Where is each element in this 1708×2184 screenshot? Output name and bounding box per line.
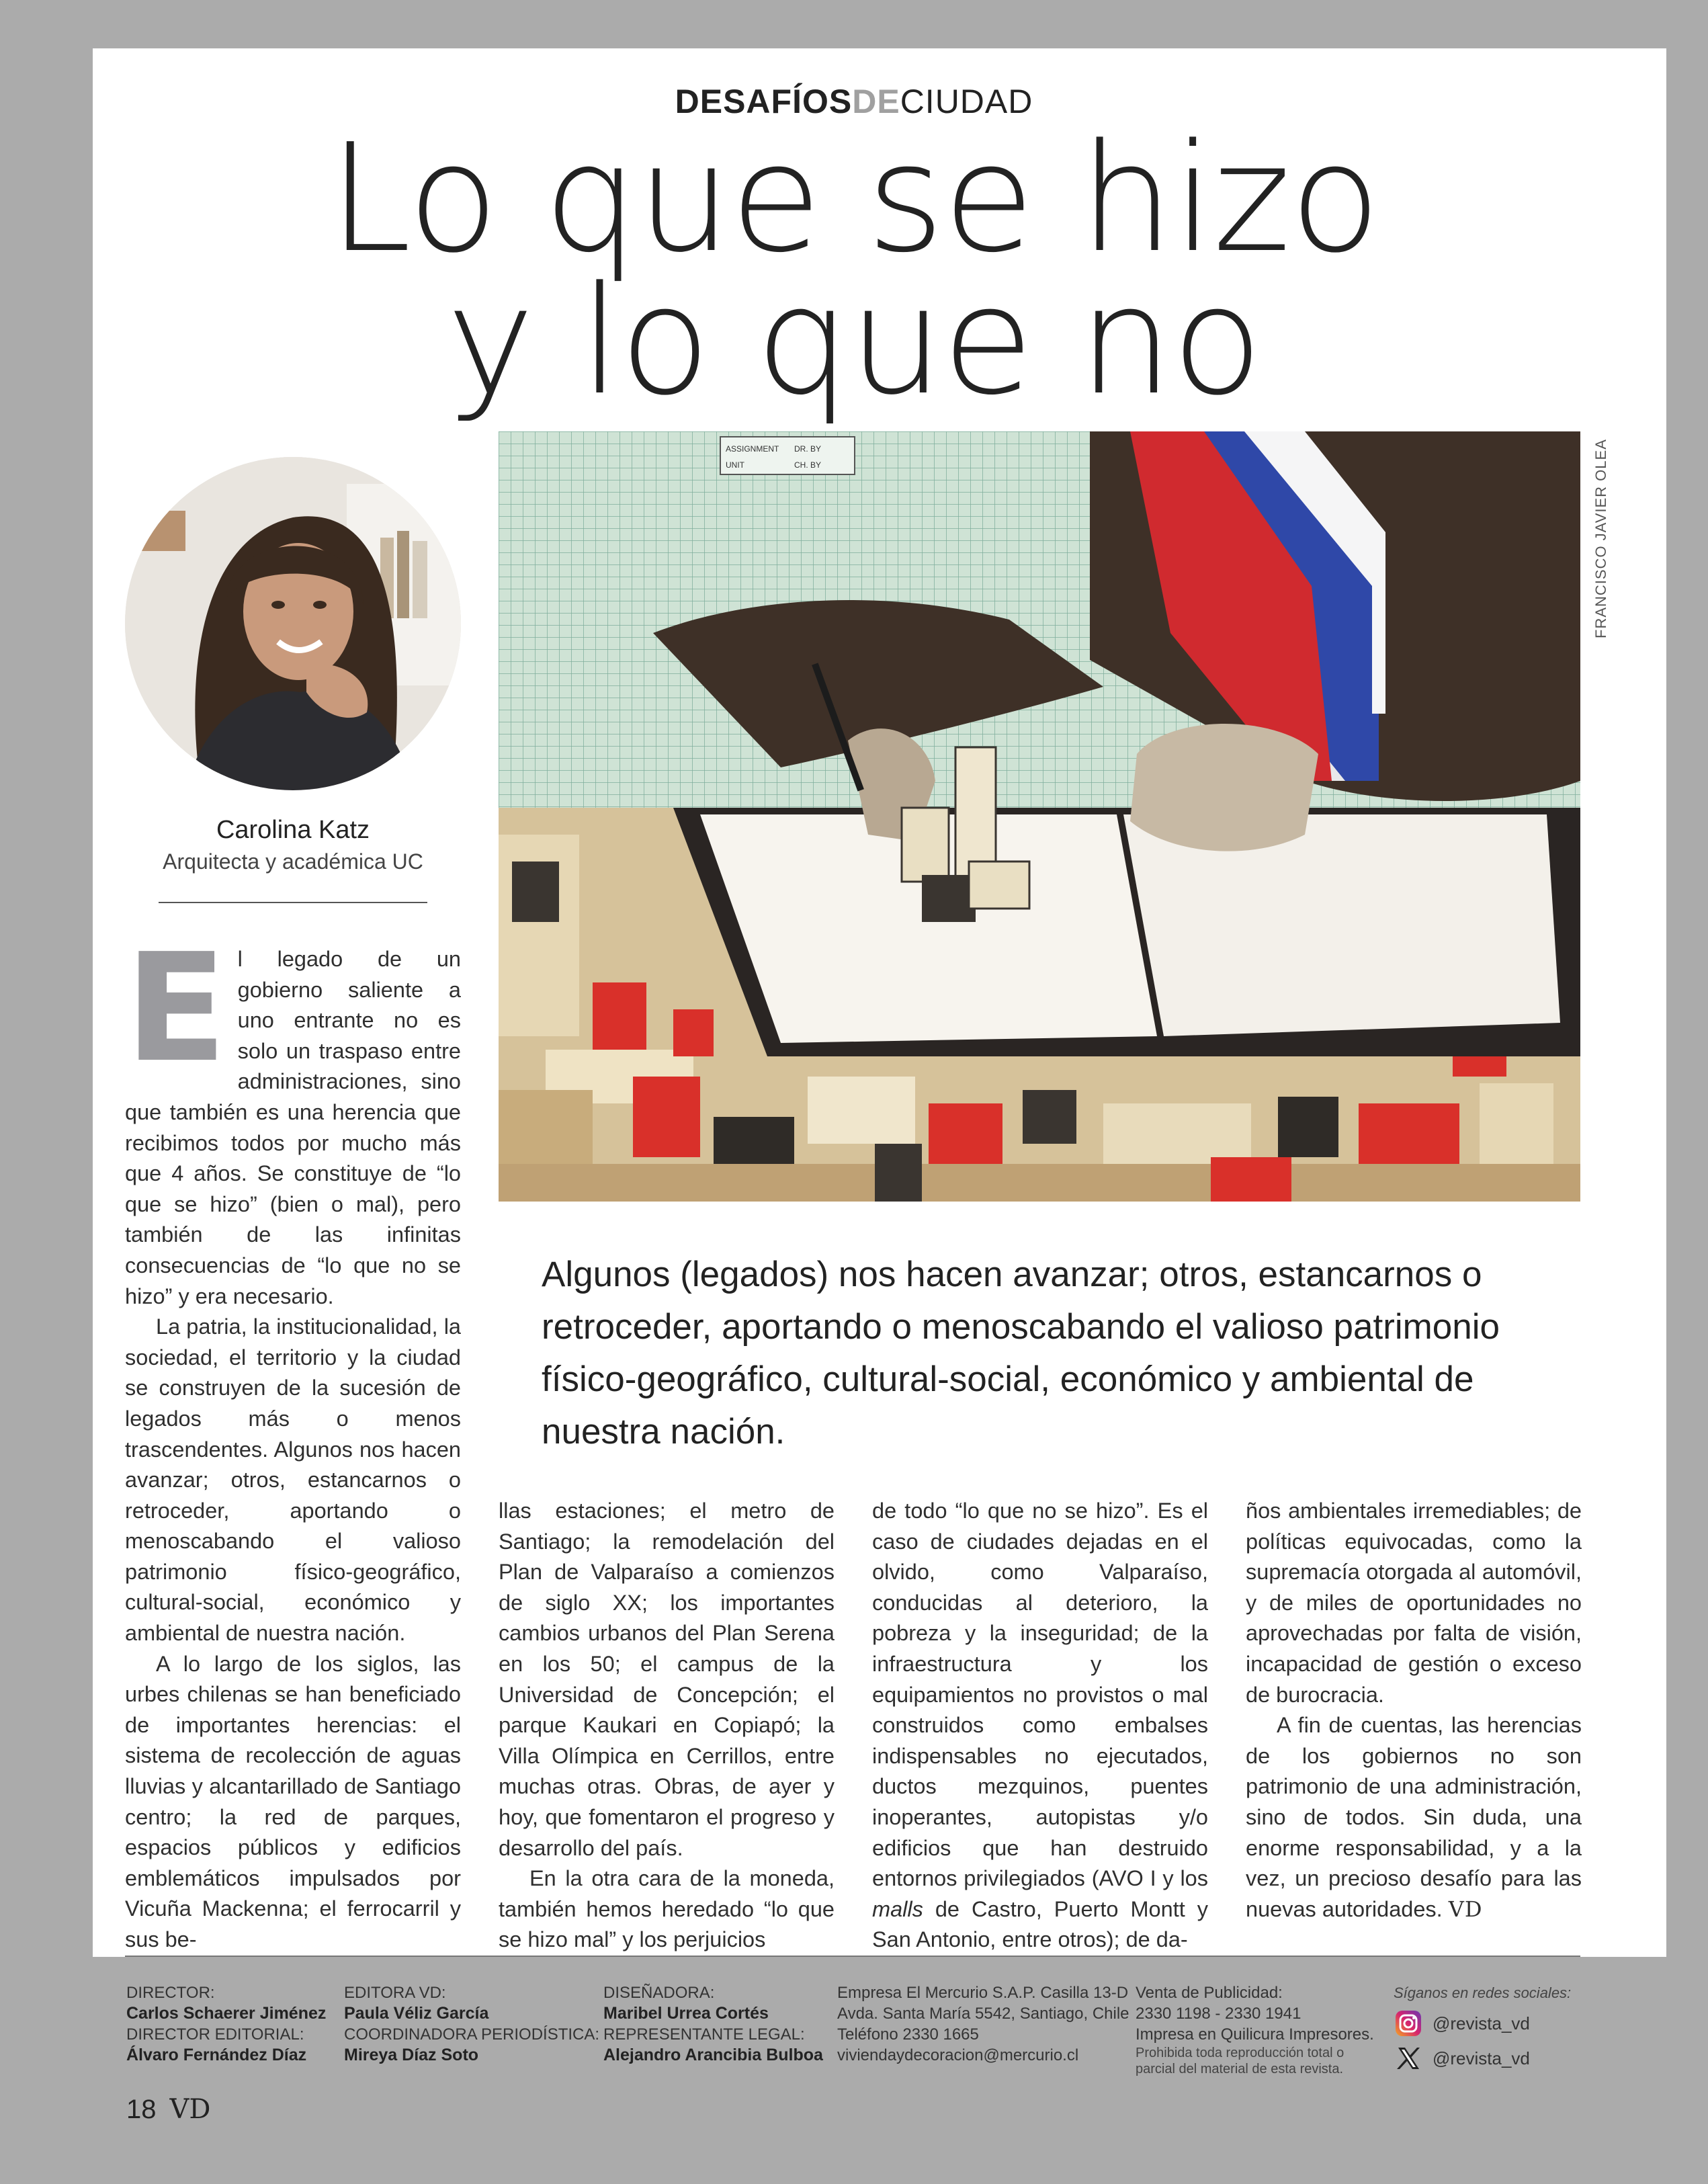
collage-illustration — [499, 431, 1580, 1202]
author-divider — [159, 902, 427, 903]
staff-label: DISEÑADORA: — [603, 1984, 715, 2002]
copyright-line: Prohibida toda reproducción total o — [1136, 2046, 1344, 2060]
author-photo-illustration — [125, 457, 461, 790]
article-illustration — [499, 431, 1580, 1202]
section-tag-part2: DE — [852, 83, 900, 120]
company-email: viviendaydecoracion@mercurio.cl — [837, 2046, 1079, 2064]
article-paragraph-1: l legado de un gobierno saliente a uno entrante no es solo un traspaso entre administraciones, sino que también es una herencia que recibimos todos por mucho más que 4 años. Se constituye de “lo que se hizo” (bien o mal), pero también de las infinitas consecuencias de “lo que no se hizo” y era necesario. — [125, 947, 461, 1308]
article-text-span: de Castro, Puerto Montt y San Antonio, entre otros); de da- — [872, 1896, 1208, 1952]
social-title: Síganos en redes sociales: — [1394, 1984, 1572, 2001]
staff-block-1 — [126, 1982, 326, 2066]
copyright-line: parcial del material de esta revista. — [1136, 2062, 1344, 2076]
social-x[interactable] — [1394, 2044, 1571, 2073]
article-column-4 — [1246, 1496, 1582, 1925]
print-line: Impresa en Quilicura Impresores. — [1136, 2025, 1374, 2044]
page-number: 18 — [126, 2095, 157, 2124]
magazine-mark: VD — [169, 2094, 211, 2125]
x-handle: @revista_vd — [1433, 2048, 1530, 2068]
form-text-chby: CH. BY — [794, 460, 822, 470]
footer-divider — [125, 1956, 1580, 1957]
company-line: Teléfono 2330 1665 — [837, 2025, 979, 2044]
article-text-span: A fin de cuentas, las herencias de los gobiernos no son patrimonio de una administración, sino de todos. Sin duda, una enorme responsabilidad, y a la vez, un precioso desafío para las nuevas autoridades. — [1246, 1713, 1582, 1921]
staff-name: Mireya Díaz Soto — [344, 2046, 479, 2064]
article-paragraph-4-cont — [872, 1496, 1208, 1956]
social-instagram[interactable] — [1394, 2009, 1571, 2038]
ads-phone: 2330 1198 - 2330 1941 — [1136, 2005, 1301, 2023]
ads-line: Venta de Publicidad: — [1136, 1984, 1283, 2002]
page-folio — [126, 2094, 210, 2125]
article-paragraph-3-cont: llas estaciones; el metro de Santiago; la remodelación del Plan de Valparaíso a comienzos de siglo XX; los importantes cambios urbanos del Plan Serena en los 50; el campus de la Universidad de Concepción; el parque Kaukari en Copiapó; la Villa Olímpica en Cerrillos, entre muchas otras. Obras, de ayer y hoy, que fomentaron el progreso y desarrollo del país. — [499, 1499, 835, 1860]
instagram-icon — [1394, 2009, 1423, 2038]
section-tag-part3: CIUDAD — [900, 83, 1033, 120]
staff-block-company — [837, 1982, 1129, 2066]
article-column-2 — [499, 1496, 835, 1956]
staff-label: COORDINADORA PERIODÍSTICA: — [344, 2025, 600, 2044]
staff-name: Carlos Schaerer Jiménez — [126, 2004, 327, 2023]
author-name: Carolina Katz — [216, 816, 370, 844]
staff-label: DIRECTOR EDITORIAL: — [126, 2025, 304, 2044]
article-column-1 — [125, 922, 461, 1956]
dropcap: E — [125, 922, 227, 1095]
article-column-3 — [872, 1496, 1208, 1956]
headline — [0, 112, 1708, 428]
social-block — [1394, 1982, 1571, 2073]
staff-block-3 — [603, 1982, 823, 2066]
staff-block-ads — [1136, 1982, 1374, 2077]
article-paragraph-4: En la otra cara de la moneda, también hemos heredado “lo que se hizo mal” y los perjuicios — [499, 1866, 835, 1952]
instagram-handle: @revista_vd — [1433, 2013, 1530, 2033]
staff-name: Álvaro Fernández Díaz — [126, 2046, 307, 2064]
headline-line1: Lo que se hizo — [328, 112, 1380, 286]
form-text-unit: UNIT — [726, 460, 744, 470]
staff-block-2 — [344, 1982, 599, 2066]
article-paragraph-4-end: ños ambientales irremediables; de políticas equivocadas, como la supremacía otorgada al automóvil, y de miles de oportunidades no aprovechadas por falta de visión, incapacidad de gestión o exceso de burocracia. — [1246, 1499, 1582, 1707]
company-line: Empresa El Mercurio S.A.P. Casilla 13-D — [837, 1984, 1129, 2002]
article-paragraph-5 — [1246, 1710, 1582, 1925]
photo-credit: FRANCISCO JAVIER OLEA — [1592, 439, 1609, 638]
company-line: Avda. Santa María 5542, Santiago, Chile — [837, 2005, 1129, 2023]
form-text-assignment: ASSIGNMENT — [726, 444, 779, 454]
article-italic-span: malls — [872, 1896, 923, 1921]
staff-label: DIRECTOR: — [126, 1984, 215, 2002]
article-end-mark: VD — [1448, 1896, 1483, 1922]
staff-name: Maribel Urrea Cortés — [603, 2004, 769, 2023]
staff-label: REPRESENTANTE LEGAL: — [603, 2025, 805, 2044]
pull-quote: Algunos (legados) nos hacen avanzar; otros, estancarnos o retroceder, aportando o menoscabando el valioso patrimonio físico-geográfico, cultural-social, económico y ambiental de nuestra nación. — [542, 1255, 1500, 1452]
staff-name: Paula Véliz García — [344, 2004, 489, 2023]
article-paragraph-3: A lo largo de los siglos, las urbes chilenas se han beneficiado de importantes herencias: el sistema de recolección de aguas lluvias y alcantarillado de Santiago centro; la red de parques, espacios públicos y edificios emblemáticos impulsados por Vicuña Mackenna; el ferrocarril y sus be- — [125, 1651, 461, 1951]
author-role: Arquitecta y académica UC — [163, 849, 423, 874]
article-text-span: de todo “lo que no se hizo”. Es el caso de ciudades dejadas en el olvido, como Valparaíso, conducidas al deterioro, la pobreza y la inseguridad; de la infraestructura y los equipamientos no provistos o mal construidos como embalses indispensables no ejecutados, ductos mezquinos, puentes inoperantes, autopistas y/o edificios que han destruido entornos privilegiados (AVO I y los — [872, 1499, 1208, 1891]
staff-name: Alejandro Arancibia Bulboa — [603, 2046, 823, 2064]
author-photo — [125, 457, 461, 790]
article-paragraph-2: La patria, la institucionalidad, la sociedad, el territorio y la ciudad se construyen de la sucesión de legados más o menos trascendentes. Algunos nos hacen avanzar; otros, estancarnos o retroceder, aportando o menoscabando el valioso patrimonio físico-geográfico, cultural-social, económico y ambiental de nuestra nación. — [125, 1314, 461, 1646]
x-icon — [1394, 2044, 1423, 2073]
headline-line2: y lo que no — [446, 255, 1262, 428]
staff-label: EDITORA VD: — [344, 1984, 446, 2002]
section-tag-part1: DESAFÍOS — [675, 83, 853, 120]
form-text-drby: DR. BY — [794, 444, 822, 454]
